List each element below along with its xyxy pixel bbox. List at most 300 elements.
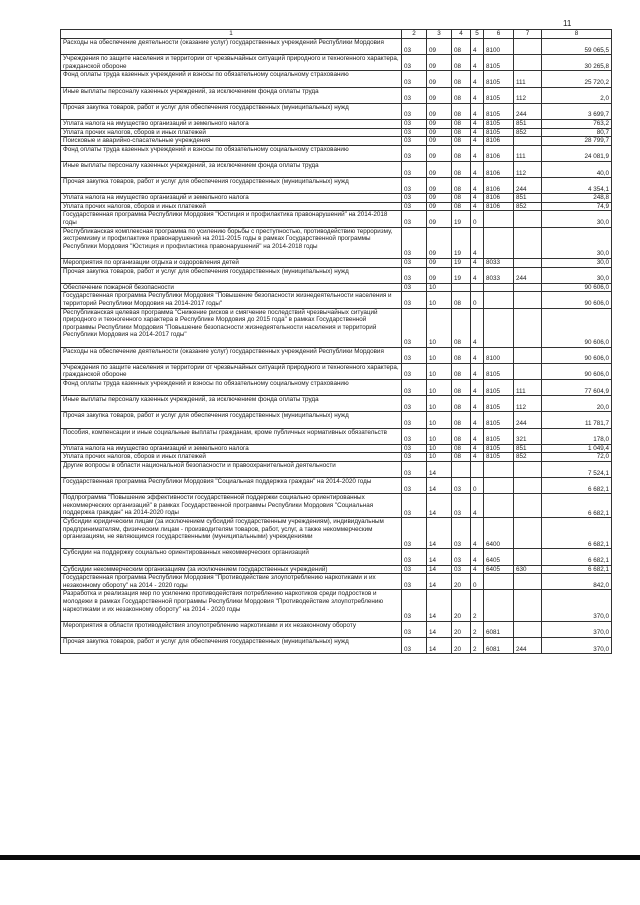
row-code-cell-k: 4 bbox=[471, 128, 484, 137]
column-header: 8 bbox=[542, 30, 612, 39]
row-code-cell-pr: 09 bbox=[427, 161, 452, 177]
row-code-cell-k: 4 bbox=[471, 396, 484, 412]
row-code-cell-cs: 6400 bbox=[484, 518, 514, 549]
row-code-cell-cs: 8105 bbox=[484, 55, 514, 71]
row-code-cell-p: 08 bbox=[452, 194, 471, 203]
row-name-cell: Учреждения по защите населения и территории от чрезвычайных ситуаций природного и техногенного характера, гражданской обороне bbox=[61, 55, 402, 71]
row-code-cell-p: 08 bbox=[452, 202, 471, 211]
row-code-cell-cs bbox=[484, 227, 514, 258]
row-code-cell-k: 4 bbox=[471, 259, 484, 268]
row-code-cell-cs bbox=[484, 211, 514, 227]
table-row bbox=[61, 87, 612, 103]
row-code-cell-rz: 03 bbox=[402, 267, 427, 283]
row-name-cell: Пособия, компенсации и иные социальные выплаты гражданам, кроме публичных нормативных обязательств bbox=[61, 428, 402, 444]
row-code-cell-vr: 851 bbox=[514, 119, 542, 128]
row-sum-cell: 90 606,0 bbox=[542, 283, 612, 292]
row-code-cell-k bbox=[471, 283, 484, 292]
row-code-cell-vr: 244 bbox=[514, 412, 542, 428]
row-code-cell-rz: 03 bbox=[402, 119, 427, 128]
table-row bbox=[61, 194, 612, 203]
row-code-cell-cs bbox=[484, 590, 514, 621]
row-sum-cell: 30,0 bbox=[542, 227, 612, 258]
row-code-cell-pr: 14 bbox=[427, 478, 452, 494]
row-code-cell-pr: 10 bbox=[427, 292, 452, 308]
row-code-cell-k: 4 bbox=[471, 412, 484, 428]
row-code-cell-p: 08 bbox=[452, 103, 471, 119]
row-sum-cell: 6 682,1 bbox=[542, 565, 612, 574]
row-code-cell-rz: 03 bbox=[402, 103, 427, 119]
row-code-cell-vr bbox=[514, 461, 542, 477]
row-code-cell-p: 03 bbox=[452, 549, 471, 565]
row-code-cell-rz: 03 bbox=[402, 621, 427, 637]
row-code-cell-cs: 8105 bbox=[484, 71, 514, 87]
row-code-cell-cs: 6081 bbox=[484, 638, 514, 654]
row-code-cell-cs bbox=[484, 478, 514, 494]
row-code-cell-k: 0 bbox=[471, 574, 484, 590]
row-name-cell: Уплата прочих налогов, сборов и иных платежей bbox=[61, 202, 402, 211]
row-code-cell-rz: 03 bbox=[402, 363, 427, 379]
row-code-cell-k: 0 bbox=[471, 211, 484, 227]
row-name-cell: Государственная программа Республики Мордовия "Противодействие злоупотреблению наркотиками и их незаконному обороту" на 2014 - 2020 годы bbox=[61, 574, 402, 590]
row-code-cell-cs: 6081 bbox=[484, 621, 514, 637]
row-name-cell: Республиканская целевая программа "Снижение рисков и смягчение последствий чрезвычайных ситуаций природного и техногенного характера в Республике Мордовия до 2015 года" в рамках Государственной программы Республики Мордовия "Повышение безопасности жизнедеятельности населения и территорий Республики Мордовия на 2014-2017 годы" bbox=[61, 308, 402, 347]
row-code-cell-p: 08 bbox=[452, 292, 471, 308]
row-sum-cell: 178,0 bbox=[542, 428, 612, 444]
row-code-cell-p: 08 bbox=[452, 453, 471, 462]
row-code-cell-vr bbox=[514, 590, 542, 621]
table-row bbox=[61, 227, 612, 258]
row-name-cell: Уплата прочих налогов, сборов и иных платежей bbox=[61, 453, 402, 462]
row-code-cell-pr: 09 bbox=[427, 87, 452, 103]
row-sum-cell: 3 699,7 bbox=[542, 103, 612, 119]
row-code-cell-vr bbox=[514, 211, 542, 227]
row-code-cell-p: 08 bbox=[452, 87, 471, 103]
row-name-cell: Прочая закупка товаров, работ и услуг для обеспечения государственных (муниципальных) нужд bbox=[61, 178, 402, 194]
row-sum-cell: 2,0 bbox=[542, 87, 612, 103]
row-code-cell-cs: 6405 bbox=[484, 549, 514, 565]
row-code-cell-k: 4 bbox=[471, 194, 484, 203]
row-name-cell: Прочая закупка товаров, работ и услуг для обеспечения государственных (муниципальных) нужд bbox=[61, 412, 402, 428]
row-code-cell-rz: 03 bbox=[402, 161, 427, 177]
row-code-cell-p: 08 bbox=[452, 347, 471, 363]
row-code-cell-pr: 09 bbox=[427, 202, 452, 211]
row-code-cell-pr: 09 bbox=[427, 55, 452, 71]
row-code-cell-p: 20 bbox=[452, 574, 471, 590]
row-name-cell: Расходы на обеспечение деятельности (оказание услуг) государственных учреждений Республики Мордовия bbox=[61, 39, 402, 55]
row-code-cell-rz: 03 bbox=[402, 478, 427, 494]
row-code-cell-rz: 03 bbox=[402, 347, 427, 363]
row-sum-cell: 4 354,1 bbox=[542, 178, 612, 194]
row-code-cell-cs bbox=[484, 283, 514, 292]
row-code-cell-k: 4 bbox=[471, 363, 484, 379]
row-name-cell: Иные выплаты персоналу казенных учреждений, за исключением фонда оплаты труда bbox=[61, 161, 402, 177]
row-code-cell-rz: 03 bbox=[402, 549, 427, 565]
row-sum-cell: 30,0 bbox=[542, 259, 612, 268]
row-code-cell-p: 03 bbox=[452, 478, 471, 494]
row-code-cell-vr bbox=[514, 259, 542, 268]
row-code-cell-k bbox=[471, 461, 484, 477]
row-code-cell-k: 4 bbox=[471, 518, 484, 549]
row-code-cell-rz: 03 bbox=[402, 565, 427, 574]
row-code-cell-p: 08 bbox=[452, 119, 471, 128]
column-header: 5 bbox=[471, 30, 484, 39]
row-code-cell-p: 20 bbox=[452, 621, 471, 637]
row-name-cell: Мероприятия по организации отдыха и оздоровления детей bbox=[61, 259, 402, 268]
row-code-cell-pr: 10 bbox=[427, 453, 452, 462]
row-code-cell-pr: 10 bbox=[427, 347, 452, 363]
row-code-cell-rz: 03 bbox=[402, 87, 427, 103]
row-code-cell-rz: 03 bbox=[402, 518, 427, 549]
row-code-cell-cs: 8105 bbox=[484, 379, 514, 395]
row-code-cell-pr: 14 bbox=[427, 590, 452, 621]
row-code-cell-rz: 03 bbox=[402, 194, 427, 203]
row-code-cell-p: 19 bbox=[452, 259, 471, 268]
row-code-cell-p: 08 bbox=[452, 308, 471, 347]
table-row bbox=[61, 638, 612, 654]
row-sum-cell: 90 606,0 bbox=[542, 292, 612, 308]
row-code-cell-rz: 03 bbox=[402, 55, 427, 71]
row-code-cell-rz: 03 bbox=[402, 428, 427, 444]
row-code-cell-p: 08 bbox=[452, 55, 471, 71]
row-name-cell: Прочая закупка товаров, работ и услуг для обеспечения государственных (муниципальных) нужд bbox=[61, 638, 402, 654]
row-code-cell-k: 4 bbox=[471, 202, 484, 211]
row-code-cell-p: 03 bbox=[452, 565, 471, 574]
row-sum-cell: 7 524,1 bbox=[542, 461, 612, 477]
row-code-cell-cs bbox=[484, 461, 514, 477]
row-sum-cell: 30,0 bbox=[542, 211, 612, 227]
row-code-cell-pr: 14 bbox=[427, 621, 452, 637]
row-code-cell-cs: 8105 bbox=[484, 87, 514, 103]
row-code-cell-p: 19 bbox=[452, 267, 471, 283]
row-code-cell-cs: 8106 bbox=[484, 161, 514, 177]
row-code-cell-vr: 852 bbox=[514, 128, 542, 137]
row-code-cell-k: 2 bbox=[471, 638, 484, 654]
row-code-cell-rz: 03 bbox=[402, 444, 427, 453]
row-name-cell: Уплата налога на имущество организаций и земельного налога bbox=[61, 444, 402, 453]
row-sum-cell: 77 604,9 bbox=[542, 379, 612, 395]
row-code-cell-pr: 14 bbox=[427, 565, 452, 574]
row-sum-cell: 20,0 bbox=[542, 396, 612, 412]
row-sum-cell: 370,0 bbox=[542, 590, 612, 621]
table-row bbox=[61, 202, 612, 211]
row-code-cell-vr: 111 bbox=[514, 145, 542, 161]
row-code-cell-p: 08 bbox=[452, 71, 471, 87]
column-header: 1 bbox=[61, 30, 402, 39]
row-sum-cell: 25 720,2 bbox=[542, 71, 612, 87]
row-code-cell-pr: 10 bbox=[427, 412, 452, 428]
row-code-cell-pr: 09 bbox=[427, 103, 452, 119]
row-code-cell-pr: 14 bbox=[427, 518, 452, 549]
row-code-cell-cs: 8105 bbox=[484, 128, 514, 137]
row-code-cell-vr bbox=[514, 283, 542, 292]
row-sum-cell: 24 081,9 bbox=[542, 145, 612, 161]
row-sum-cell: 90 606,0 bbox=[542, 347, 612, 363]
table-row bbox=[61, 292, 612, 308]
row-code-cell-vr: 852 bbox=[514, 202, 542, 211]
row-sum-cell: 90 606,0 bbox=[542, 308, 612, 347]
row-sum-cell: 30 265,8 bbox=[542, 55, 612, 71]
table-row bbox=[61, 412, 612, 428]
row-code-cell-pr: 10 bbox=[427, 308, 452, 347]
row-code-cell-vr: 244 bbox=[514, 638, 542, 654]
row-code-cell-p: 08 bbox=[452, 137, 471, 146]
row-code-cell-p: 08 bbox=[452, 396, 471, 412]
row-code-cell-cs: 8105 bbox=[484, 119, 514, 128]
row-sum-cell: 248,8 bbox=[542, 194, 612, 203]
table-row bbox=[61, 178, 612, 194]
row-code-cell-cs: 8106 bbox=[484, 178, 514, 194]
row-sum-cell: 1 049,4 bbox=[542, 444, 612, 453]
row-code-cell-vr: 111 bbox=[514, 71, 542, 87]
row-code-cell-rz: 03 bbox=[402, 461, 427, 477]
row-sum-cell: 72,0 bbox=[542, 453, 612, 462]
row-name-cell: Субсидии на поддержку социально ориентированных некоммерческих организаций bbox=[61, 549, 402, 565]
row-code-cell-vr bbox=[514, 363, 542, 379]
row-code-cell-cs: 8106 bbox=[484, 145, 514, 161]
table-row bbox=[61, 71, 612, 87]
row-code-cell-cs bbox=[484, 308, 514, 347]
row-sum-cell: 842,0 bbox=[542, 574, 612, 590]
row-name-cell: Фонд оплаты труда казенных учреждений и взносы по обязательному социальному страхованию bbox=[61, 71, 402, 87]
row-code-cell-pr: 09 bbox=[427, 39, 452, 55]
row-name-cell: Прочая закупка товаров, работ и услуг для обеспечения государственных (муниципальных) нужд bbox=[61, 103, 402, 119]
row-code-cell-rz: 03 bbox=[402, 590, 427, 621]
row-sum-cell: 6 682,1 bbox=[542, 494, 612, 518]
row-code-cell-vr: 321 bbox=[514, 428, 542, 444]
table-row bbox=[61, 444, 612, 453]
column-header: 4 bbox=[452, 30, 471, 39]
page-number: 11 bbox=[563, 19, 572, 28]
row-sum-cell: 370,0 bbox=[542, 621, 612, 637]
budget-table bbox=[60, 29, 612, 654]
column-header: 7 bbox=[514, 30, 542, 39]
row-code-cell-k: 2 bbox=[471, 590, 484, 621]
row-code-cell-cs: 8100 bbox=[484, 39, 514, 55]
row-code-cell-p: 08 bbox=[452, 39, 471, 55]
row-code-cell-k: 4 bbox=[471, 428, 484, 444]
column-header: 6 bbox=[484, 30, 514, 39]
row-code-cell-p: 20 bbox=[452, 590, 471, 621]
row-code-cell-pr: 14 bbox=[427, 549, 452, 565]
row-code-cell-p: 08 bbox=[452, 428, 471, 444]
table-row bbox=[61, 137, 612, 146]
row-code-cell-vr: 851 bbox=[514, 444, 542, 453]
row-code-cell-vr: 112 bbox=[514, 396, 542, 412]
row-name-cell: Фонд оплаты труда казенных учреждений и взносы по обязательному социальному страхованию bbox=[61, 379, 402, 395]
row-code-cell-k: 0 bbox=[471, 478, 484, 494]
table-row bbox=[61, 259, 612, 268]
row-code-cell-rz: 03 bbox=[402, 71, 427, 87]
row-code-cell-k: 4 bbox=[471, 549, 484, 565]
row-code-cell-pr: 10 bbox=[427, 396, 452, 412]
row-code-cell-vr bbox=[514, 621, 542, 637]
row-code-cell-cs: 8033 bbox=[484, 267, 514, 283]
row-code-cell-rz: 03 bbox=[402, 137, 427, 146]
row-name-cell: Субсидии юридическим лицам (за исключением субсидий государственным учреждениям), индивидуальным предпринимателям, физическим лицам - производителям товаров, работ, услуг, а также некоммерческим организациям, не являющимся государственными (муниципальными) учреждениями bbox=[61, 518, 402, 549]
row-code-cell-pr: 09 bbox=[427, 227, 452, 258]
row-code-cell-vr: 111 bbox=[514, 379, 542, 395]
row-code-cell-pr: 14 bbox=[427, 494, 452, 518]
table-row bbox=[61, 621, 612, 637]
row-code-cell-vr bbox=[514, 227, 542, 258]
row-code-cell-rz: 03 bbox=[402, 638, 427, 654]
table-row bbox=[61, 145, 612, 161]
table-row bbox=[61, 283, 612, 292]
row-code-cell-pr: 09 bbox=[427, 128, 452, 137]
row-code-cell-pr: 10 bbox=[427, 363, 452, 379]
row-name-cell: Учреждения по защите населения и территории от чрезвычайных ситуаций природного и техногенного характера, гражданской обороне bbox=[61, 363, 402, 379]
row-name-cell: Государственная программа Республики Мордовия "Социальная поддержка граждан" на 2014-2020 годы bbox=[61, 478, 402, 494]
row-code-cell-pr: 09 bbox=[427, 178, 452, 194]
row-code-cell-vr: 112 bbox=[514, 87, 542, 103]
table-row bbox=[61, 518, 612, 549]
row-code-cell-cs bbox=[484, 494, 514, 518]
row-code-cell-rz: 03 bbox=[402, 453, 427, 462]
row-code-cell-rz: 03 bbox=[402, 128, 427, 137]
row-sum-cell: 6 682,1 bbox=[542, 478, 612, 494]
scan-edge-bar bbox=[0, 855, 640, 860]
table-row bbox=[61, 379, 612, 395]
row-name-cell: Разработка и реализация мер по усилению противодействия потреблению наркотиков среди подростков и молодежи в рамках Государственной программы Республики Мордовия "Противодействие злоупотреблению наркотиками и их незаконному обороту" на 2014 - 2020 годы bbox=[61, 590, 402, 621]
row-code-cell-pr: 09 bbox=[427, 119, 452, 128]
row-code-cell-pr: 09 bbox=[427, 71, 452, 87]
row-code-cell-p: 19 bbox=[452, 211, 471, 227]
table-row bbox=[61, 565, 612, 574]
row-code-cell-vr bbox=[514, 137, 542, 146]
row-name-cell: Мероприятия в области противодействия злоупотреблению наркотиками и их незаконному обороту bbox=[61, 621, 402, 637]
row-code-cell-cs: 8106 bbox=[484, 202, 514, 211]
row-sum-cell: 90 606,0 bbox=[542, 363, 612, 379]
header-row bbox=[61, 30, 612, 39]
row-code-cell-pr: 10 bbox=[427, 428, 452, 444]
table-row bbox=[61, 549, 612, 565]
row-code-cell-p: 20 bbox=[452, 638, 471, 654]
row-name-cell: Фонд оплаты труда казенных учреждений и взносы по обязательному социальному страхованию bbox=[61, 145, 402, 161]
row-code-cell-vr bbox=[514, 292, 542, 308]
row-sum-cell: 59 065,5 bbox=[542, 39, 612, 55]
row-code-cell-k: 4 bbox=[471, 565, 484, 574]
row-code-cell-rz: 03 bbox=[402, 412, 427, 428]
row-code-cell-rz: 03 bbox=[402, 202, 427, 211]
row-sum-cell: 74,9 bbox=[542, 202, 612, 211]
row-code-cell-p: 08 bbox=[452, 379, 471, 395]
row-code-cell-k: 4 bbox=[471, 379, 484, 395]
row-code-cell-rz: 03 bbox=[402, 283, 427, 292]
row-code-cell-k: 4 bbox=[471, 227, 484, 258]
row-code-cell-cs: 8100 bbox=[484, 347, 514, 363]
row-code-cell-vr bbox=[514, 478, 542, 494]
row-code-cell-k: 4 bbox=[471, 494, 484, 518]
row-sum-cell: 28 799,7 bbox=[542, 137, 612, 146]
row-code-cell-cs: 8105 bbox=[484, 103, 514, 119]
row-code-cell-pr: 09 bbox=[427, 259, 452, 268]
table-row bbox=[61, 161, 612, 177]
table-row bbox=[61, 55, 612, 71]
row-code-cell-p bbox=[452, 283, 471, 292]
row-code-cell-cs: 8105 bbox=[484, 444, 514, 453]
table-row bbox=[61, 453, 612, 462]
table-row bbox=[61, 119, 612, 128]
row-code-cell-vr: 244 bbox=[514, 267, 542, 283]
row-sum-cell: 6 682,1 bbox=[542, 549, 612, 565]
row-code-cell-p: 08 bbox=[452, 161, 471, 177]
row-code-cell-rz: 03 bbox=[402, 574, 427, 590]
row-code-cell-k: 4 bbox=[471, 453, 484, 462]
row-name-cell: Подпрограмма "Повышение эффективности государственной поддержки социально ориентированных некоммерческих организаций" в рамках Государственной программы Республики Мордовия "Социальная поддержка граждан" на 2014-2020 годы bbox=[61, 494, 402, 518]
row-code-cell-cs: 8105 bbox=[484, 396, 514, 412]
row-code-cell-cs: 8105 bbox=[484, 412, 514, 428]
row-sum-cell: 11 781,7 bbox=[542, 412, 612, 428]
row-code-cell-k: 0 bbox=[471, 292, 484, 308]
row-code-cell-rz: 03 bbox=[402, 211, 427, 227]
row-code-cell-cs bbox=[484, 574, 514, 590]
row-code-cell-k: 4 bbox=[471, 444, 484, 453]
row-code-cell-rz: 03 bbox=[402, 145, 427, 161]
row-code-cell-k: 4 bbox=[471, 119, 484, 128]
table-row bbox=[61, 590, 612, 621]
row-code-cell-pr: 10 bbox=[427, 283, 452, 292]
table-row bbox=[61, 428, 612, 444]
row-code-cell-vr bbox=[514, 494, 542, 518]
table-row bbox=[61, 494, 612, 518]
row-code-cell-k: 4 bbox=[471, 39, 484, 55]
row-code-cell-rz: 03 bbox=[402, 379, 427, 395]
row-code-cell-k: 2 bbox=[471, 621, 484, 637]
row-code-cell-p: 08 bbox=[452, 444, 471, 453]
row-name-cell: Иные выплаты персоналу казенных учреждений, за исключением фонда оплаты труда bbox=[61, 87, 402, 103]
row-code-cell-k: 4 bbox=[471, 161, 484, 177]
row-code-cell-vr bbox=[514, 39, 542, 55]
row-code-cell-cs: 8106 bbox=[484, 194, 514, 203]
table-row bbox=[61, 128, 612, 137]
row-code-cell-k: 4 bbox=[471, 145, 484, 161]
row-code-cell-vr bbox=[514, 549, 542, 565]
row-code-cell-p: 19 bbox=[452, 227, 471, 258]
row-sum-cell: 40,0 bbox=[542, 161, 612, 177]
row-code-cell-rz: 03 bbox=[402, 259, 427, 268]
row-code-cell-rz: 03 bbox=[402, 292, 427, 308]
row-code-cell-pr: 14 bbox=[427, 461, 452, 477]
row-code-cell-p: 08 bbox=[452, 145, 471, 161]
row-code-cell-k: 4 bbox=[471, 308, 484, 347]
row-name-cell: Государственная программа Республики Мордовия "Юстиция и профилактика правонарушений" на 2014-2018 годы bbox=[61, 211, 402, 227]
row-code-cell-rz: 03 bbox=[402, 494, 427, 518]
row-code-cell-rz: 03 bbox=[402, 39, 427, 55]
row-name-cell: Иные выплаты персоналу казенных учреждений, за исключением фонда оплаты труда bbox=[61, 396, 402, 412]
row-code-cell-vr: 851 bbox=[514, 194, 542, 203]
row-code-cell-p bbox=[452, 461, 471, 477]
row-sum-cell: 6 682,1 bbox=[542, 518, 612, 549]
row-name-cell: Обеспечение пожарной безопасности bbox=[61, 283, 402, 292]
table-row bbox=[61, 396, 612, 412]
row-code-cell-k: 4 bbox=[471, 87, 484, 103]
table-row bbox=[61, 103, 612, 119]
row-code-cell-vr bbox=[514, 55, 542, 71]
table-row bbox=[61, 347, 612, 363]
table-row bbox=[61, 574, 612, 590]
row-code-cell-k: 4 bbox=[471, 103, 484, 119]
table-row bbox=[61, 461, 612, 477]
row-code-cell-rz: 03 bbox=[402, 396, 427, 412]
row-code-cell-k: 4 bbox=[471, 55, 484, 71]
row-code-cell-vr bbox=[514, 518, 542, 549]
row-name-cell: Прочая закупка товаров, работ и услуг для обеспечения государственных (муниципальных) нужд bbox=[61, 267, 402, 283]
row-code-cell-p: 08 bbox=[452, 178, 471, 194]
table-row bbox=[61, 308, 612, 347]
row-code-cell-p: 08 bbox=[452, 363, 471, 379]
row-sum-cell: 30,0 bbox=[542, 267, 612, 283]
row-code-cell-pr: 10 bbox=[427, 444, 452, 453]
